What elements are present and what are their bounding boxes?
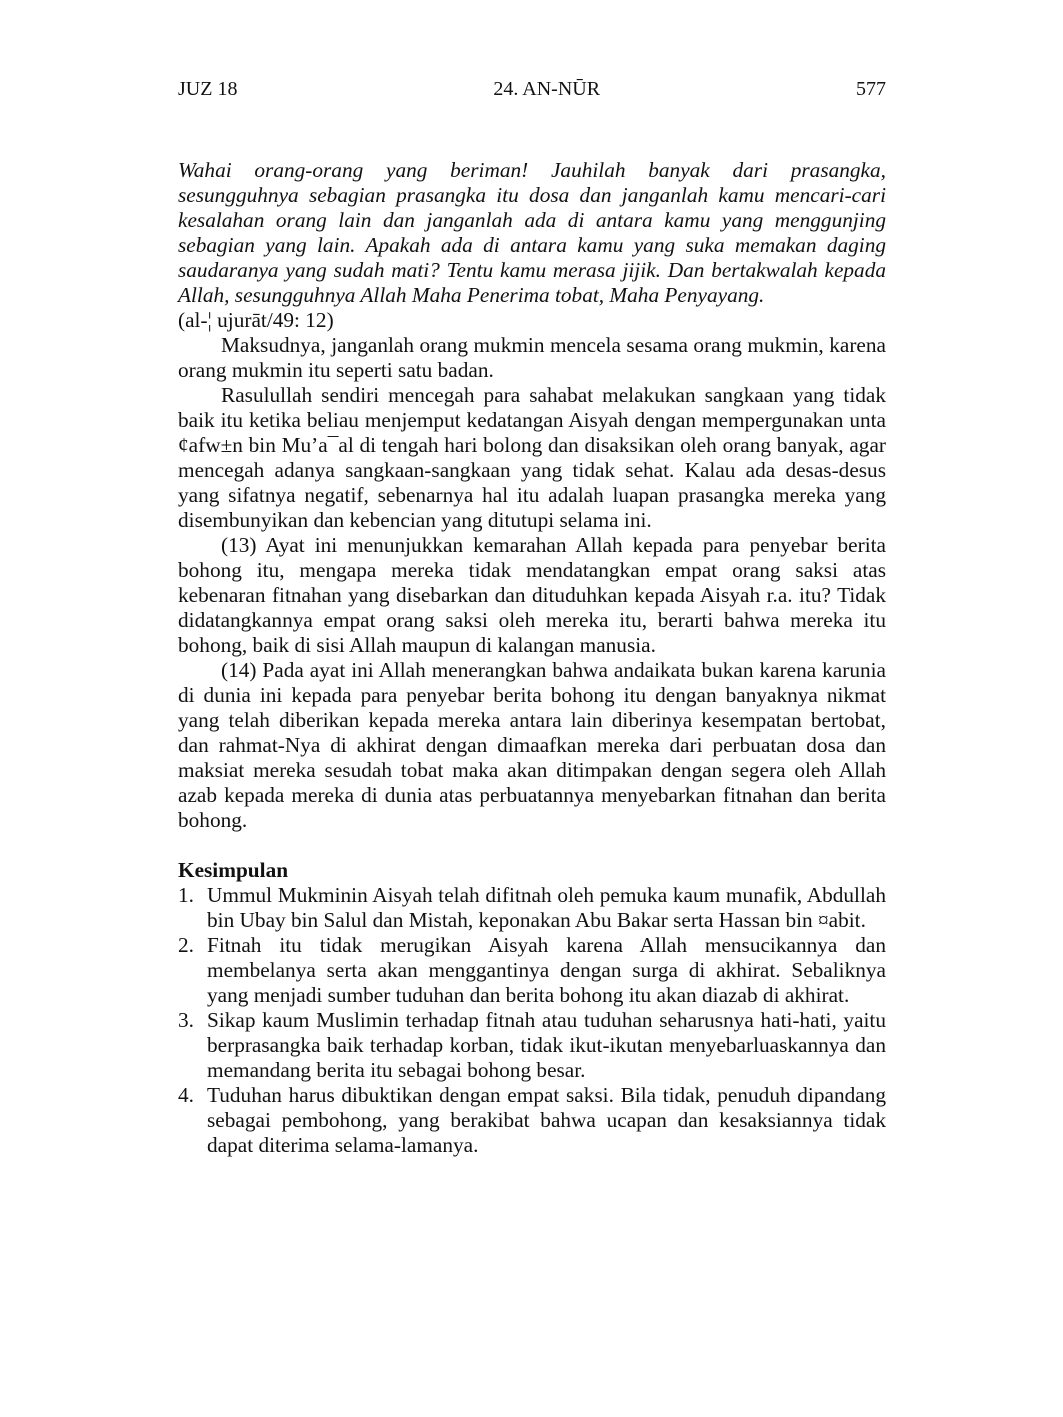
list-item-text: Tuduhan harus dibuktikan dengan empat saksi. Bila tidak, penuduh dipandang sebagai pembohong, yang berakibat bahwa ucapan dan kesaksiannya tidak dapat diterima selama-lamanya. [207, 1083, 886, 1157]
paragraph: (13) Ayat ini menunjukkan kemarahan Allah kepada para penyebar berita bohong itu, mengapa mereka tidak mendatangkan empat orang saksi atas kebenaran fitnahan yang disebarkan dan dituduhkan kepada Aisyah r.a. itu? Tidak didatangkannya empat orang saksi oleh mereka itu, berarti bahwa mereka itu bohong, baik di sisi Allah maupun di kalangan manusia. [178, 533, 886, 657]
running-header [178, 76, 886, 102]
list-item [178, 1008, 886, 1083]
list-item-text: Fitnah itu tidak merugikan Aisyah karena Allah mensucikannya dan membelanya serta akan menggantinya dengan surga di akhirat. Sebaliknya yang menjadi sumber tuduhan dan berita bohong itu akan diazab di akhirat. [207, 933, 886, 1007]
quran-translation: Wahai orang-orang yang beriman! Jauhilah banyak dari prasangka, sesungguhnya sebagian prasangka itu dosa dan janganlah kamu mencari-cari kesalahan orang lain dan janganlah ada di antara kamu yang menggunjing sebagian yang lain. Apakah ada di antara kamu yang suka memakan daging saudaranya yang sudah mati? Tentu kamu merasa jijik. Dan bertakwalah kepada Allah, sesungguhnya Allah Maha Penerima tobat, Maha Penyayang. [178, 158, 886, 307]
page-body [178, 158, 886, 1158]
list-item-number: 1. [178, 883, 194, 907]
surah-title: 24. AN-NŪR [493, 78, 601, 100]
list-item-number: 2. [178, 933, 194, 957]
conclusion-heading: Kesimpulan [178, 858, 289, 882]
list-item-text: Sikap kaum Muslimin terhadap fitnah atau tuduhan seharusnya hati-hati, yaitu berprasangka baik terhadap korban, tidak ikut-ikutan menyebarluaskannya dan memandang berita itu sebagai bohong besar. [207, 1008, 886, 1082]
list-item [178, 1083, 886, 1158]
conclusion-list [178, 883, 886, 1158]
list-item [178, 883, 886, 933]
document-page [178, 76, 886, 1158]
juz-label: JUZ 18 [178, 78, 238, 100]
paragraph: Rasulullah sendiri mencegah para sahabat melakukan sangkaan yang tidak baik itu ketika beliau menjemput kedatangan Aisyah dengan mempergunakan unta ¢afw±n bin Mu’a¯al di tengah hari bolong dan disaksikan oleh orang banyak, agar mencegah adanya sangkaan-sangkaan yang tidak sehat. Kalau ada desas-desus yang sifatnya negatif, sebenarnya hal itu adalah luapan prasangka mereka yang disembunyikan dan kebencian yang ditutupi selama ini. [178, 383, 886, 532]
list-item-text: Ummul Mukminin Aisyah telah difitnah oleh pemuka kaum munafik, Abdullah bin Ubay bin Salul dan Mistah, keponakan Abu Bakar serta Hassan bin ¤abit. [207, 883, 886, 932]
list-item-number: 4. [178, 1083, 194, 1107]
page-number: 577 [856, 78, 886, 100]
list-item-number: 3. [178, 1008, 194, 1032]
paragraph: (14) Pada ayat ini Allah menerangkan bahwa andaikata bukan karena karunia di dunia ini kepada para penyebar berita bohong itu dengan banyaknya nikmat yang telah diberikan kepada mereka antara lain diberinya kesempatan bertobat, dan rahmat-Nya di akhirat dengan dimaafkan mereka dari perbuatan dosa dan maksiat mereka sesudah tobat maka akan ditimpakan dengan segera oleh Allah azab kepada mereka di dunia atas perbuatannya menyebarkan fitnahan dan berita bohong. [178, 658, 886, 832]
verse-reference: (al-¦ ujurāt/49: 12) [178, 308, 334, 332]
list-item [178, 933, 886, 1008]
paragraph: Maksudnya, janganlah orang mukmin mencela sesama orang mukmin, karena orang mukmin itu seperti satu badan. [178, 333, 886, 382]
